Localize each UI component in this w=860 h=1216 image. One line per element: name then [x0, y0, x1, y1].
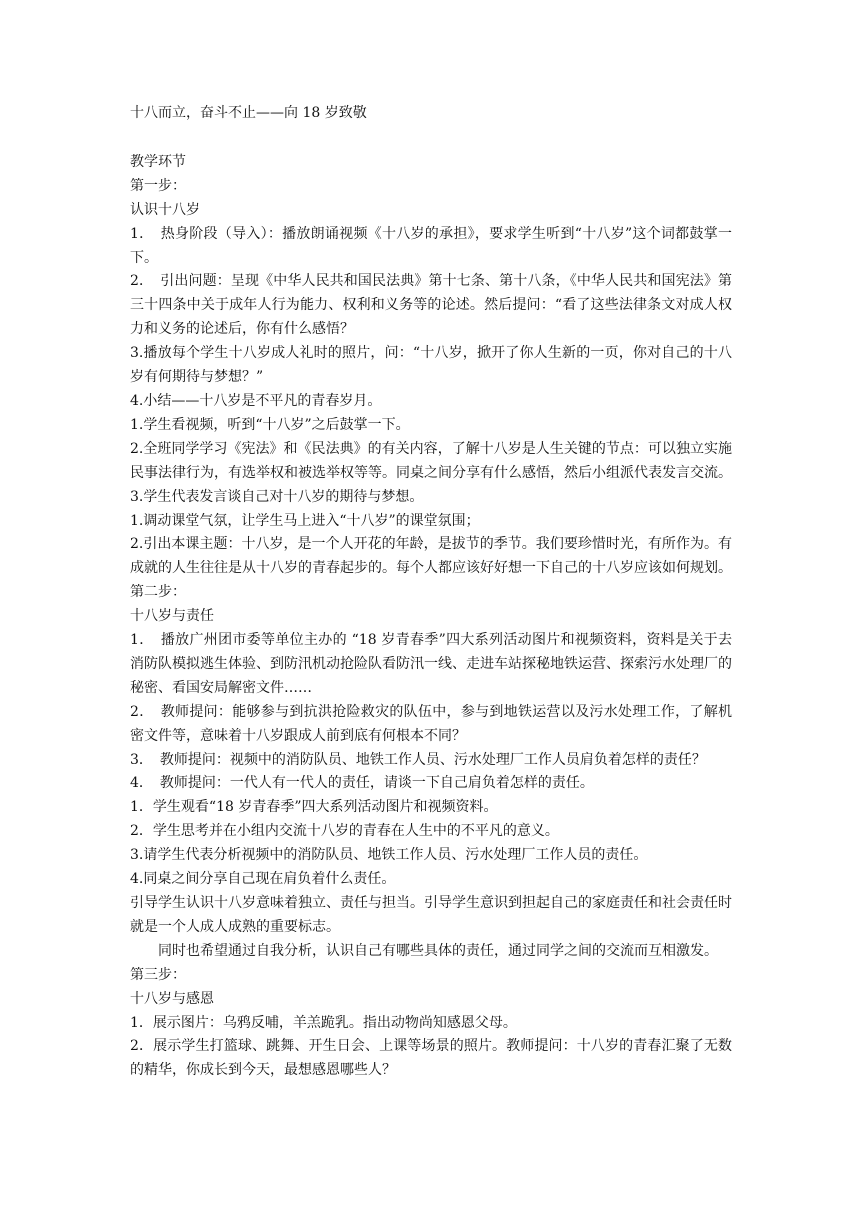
step2-student-action-1: 1．学生观看“18 岁青春季”四大系列活动图片和视频资料。 [130, 799, 498, 816]
step2-label: 第二步： [130, 584, 186, 601]
step3-activity-2: 2．展示学生打篮球、跳舞、开生日会、上课等场景的照片。教师提问：十八岁的青春汇聚了无数的精华，你成长到今天，最想感恩哪些人？ [130, 1038, 732, 1079]
step1-activity-1: 1． 热身阶段（导入）：播放朗诵视频《十八岁的承担》，要求学生听到“十八岁”这个词都鼓掌一下。 [130, 225, 732, 266]
step2-topic: 十八岁与责任 [130, 608, 214, 625]
blank-line [130, 126, 732, 151]
step1-activity-4: 4.小结——十八岁是不平凡的青春岁月。 [130, 392, 382, 409]
step1-activity-3: 3.播放每个学生十八岁成人礼时的照片，问：“十八岁，掀开了你人生新的一页，你对自己的十八岁有何期待与梦想？” [130, 345, 732, 386]
step2-intention-extra: 同时也希望通过自我分析，认识自己有哪些具体的责任，通过同学之间的交流而互相激发。 [158, 942, 718, 959]
step2-student-action-2: 2．学生思考并在小组内交流十八岁的青春在人生中的不平凡的意义。 [130, 823, 559, 840]
step1-student-action-3: 3.学生代表发言谈自己对十八岁的期待与梦想。 [130, 488, 424, 505]
step2-activity-4: 4． 教师提问：一代人有一代人的责任，请谈一下自己肩负着怎样的责任。 [130, 775, 594, 792]
step2-activity-2: 2． 教师提问：能够参与到抗洪抢险救灾的队伍中，参与到地铁运营以及污水处理工作，了解机密文件等，意味着十八岁跟成人前到底有何根本不同？ [130, 703, 732, 744]
step2-student-action-4: 4.同桌之间分享自己现在肩负着什么责任。 [130, 871, 396, 888]
step1-intention-1: 1.调动课堂气氛，让学生马上进入“十八岁”的课堂氛围； [130, 512, 480, 529]
step1-activity-2: 2． 引出问题：呈现《中华人民共和国民法典》第十七条、第十八条，《中华人民共和国宪法》第三十四条中关于成年人行为能力、权利和义务等的论述。然后提问：“看了这些法律条文对成人权力和义务的论述后，你有什么感悟？ [130, 273, 732, 338]
step1-topic: 认识十八岁 [130, 201, 200, 218]
step2-student-action-3: 3.请学生代表分析视频中的消防队员、地铁工作人员、污水处理厂工作人员的责任。 [130, 847, 648, 864]
step3-topic: 十八岁与感恩 [130, 990, 214, 1007]
step1-student-action-1: 1.学生看视频，听到“十八岁”之后鼓掌一下。 [130, 416, 410, 433]
step2-intention: 引导学生认识十八岁意味着独立、责任与担当。引导学生意识到担起自己的家庭责任和社会责任时就是一个人成人成熟的重要标志。 [130, 895, 732, 935]
step2-activity-1: 1． 播放广州团市委等单位主办的 “18 岁青春季”四大系列活动图片和视频资料，资料是关于去消防队模拟逃生体验、到防汛机动抢险队看防汛一线、走进车站探秘地铁运营、探索污水处理厂的秘密、看国安局解密文件…… [130, 632, 732, 696]
document-title: 十八而立，奋斗不止——向 18 岁致敬 [130, 105, 367, 121]
step3-activity-1: 1．展示图片：乌鸦反哺，羊羔跪乳。指出动物尚知感恩父母。 [130, 1014, 517, 1031]
step1-label: 第一步： [130, 177, 186, 194]
step2-activity-3: 3． 教师提问：视频中的消防队员、地铁工作人员、污水处理厂工作人员肩负着怎样的责任？ [130, 751, 706, 768]
step1-intention-2: 2.引出本课主题：十八岁，是一个人开花的年龄，是拔节的季节。我们要珍惜时光，有所作为。有成就的人生往往是从十八岁的青春起步的。每个人都应该好好想一下自己的十八岁应该如何规划。 [130, 536, 732, 577]
step1-student-action-2: 2.全班同学学习《宪法》和《民法典》的有关内容，了解十八岁是人生关键的节点：可以独立实施民事法律行为，有选举权和被选举权等等。同桌之间分享有什么感悟，然后小组派代表发言交流。 [130, 440, 732, 481]
section-heading: 教学环节 [130, 153, 186, 170]
step3-label: 第三步： [130, 966, 186, 983]
document-page [130, 102, 732, 1083]
